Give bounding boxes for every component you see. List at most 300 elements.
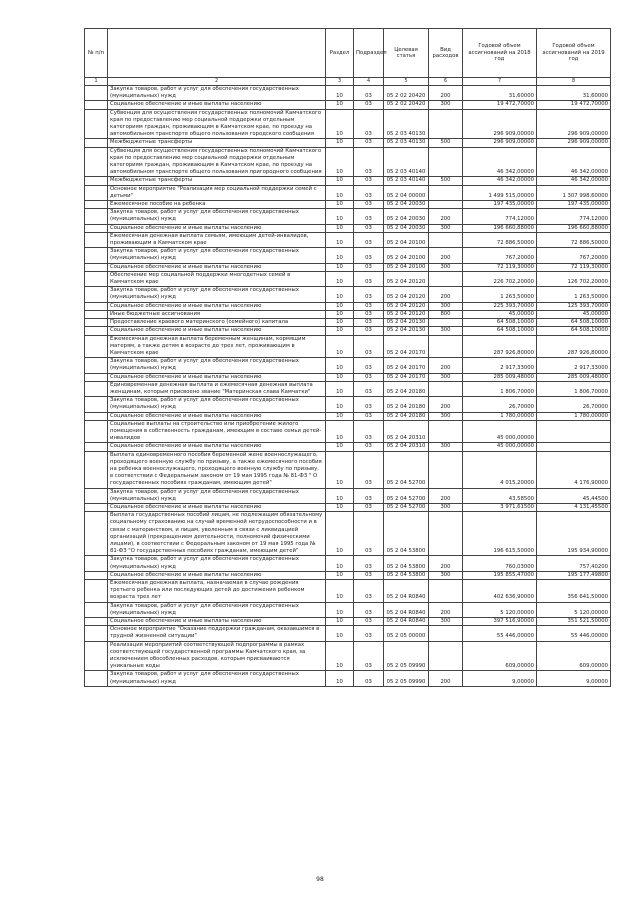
cell-num bbox=[85, 626, 108, 641]
cell-csr: 05 2 04 53800 bbox=[384, 512, 429, 556]
cell-r: 10 bbox=[326, 224, 354, 232]
cell-a: 46 342,00000 bbox=[463, 147, 537, 177]
cell-a: 1 780,00000 bbox=[463, 412, 537, 420]
cell-b: 296 909,00000 bbox=[537, 139, 611, 147]
cell-csr: 05 2 04 20170 bbox=[384, 335, 429, 358]
cell-a: 1 806,70000 bbox=[463, 381, 537, 396]
cell-a: 402 636,90000 bbox=[463, 580, 537, 603]
cell-csr: 05 2 03 40140 bbox=[384, 147, 429, 177]
cell-a: 196 615,50000 bbox=[463, 512, 537, 556]
cell-csr: 05 2 04 R0840 bbox=[384, 618, 429, 626]
cell-b: 197 435,00000 bbox=[537, 201, 611, 209]
cell-p: 03 bbox=[354, 177, 384, 185]
cell-p: 03 bbox=[354, 556, 384, 571]
cell-name: Закупка товаров, работ и услуг для обеспечения государственных (муниципальных) нужд bbox=[108, 671, 326, 686]
cell-r: 10 bbox=[326, 451, 354, 488]
cell-num bbox=[85, 488, 108, 503]
cell-name: Закупка товаров, работ и услуг для обеспечения государственных (муниципальных) нужд bbox=[108, 556, 326, 571]
table-row bbox=[85, 224, 611, 232]
cell-a: 31,60000 bbox=[463, 86, 537, 101]
cell-vr: 300 bbox=[429, 224, 463, 232]
table-row bbox=[85, 86, 611, 101]
cell-vr: 300 bbox=[429, 443, 463, 451]
cell-name: Ежемесячная денежная выплата семьям, имеющим детей-инвалидов, проживающим в Камчатском крае bbox=[108, 232, 326, 247]
table-row bbox=[85, 373, 611, 381]
cell-csr: 05 2 04 20100 bbox=[384, 263, 429, 271]
cell-a: 397 516,90000 bbox=[463, 618, 537, 626]
cell-r: 10 bbox=[326, 185, 354, 200]
cell-name: Социальное обеспечение и иные выплаты населению bbox=[108, 373, 326, 381]
header-razdel: Раздел bbox=[326, 29, 354, 78]
table-header-row bbox=[85, 29, 611, 78]
table-row bbox=[85, 139, 611, 147]
cell-b: 296 909,00000 bbox=[537, 109, 611, 139]
cell-a: 296 909,00000 bbox=[463, 109, 537, 139]
table-row bbox=[85, 397, 611, 412]
table-row bbox=[85, 358, 611, 373]
cell-r: 10 bbox=[326, 109, 354, 139]
cell-vr bbox=[429, 147, 463, 177]
cell-num bbox=[85, 139, 108, 147]
cell-p: 03 bbox=[354, 335, 384, 358]
table-row bbox=[85, 451, 611, 488]
table-row bbox=[85, 556, 611, 571]
cell-p: 03 bbox=[354, 580, 384, 603]
table-row bbox=[85, 248, 611, 263]
cell-p: 03 bbox=[354, 412, 384, 420]
cell-csr: 05 2 05 00000 bbox=[384, 626, 429, 641]
cell-name: Закупка товаров, работ и услуг для обеспечения государственных (муниципальных) нужд bbox=[108, 209, 326, 224]
cell-r: 10 bbox=[326, 209, 354, 224]
cell-vr: 200 bbox=[429, 358, 463, 373]
cell-r: 10 bbox=[326, 310, 354, 318]
cell-p: 03 bbox=[354, 310, 384, 318]
cell-num bbox=[85, 335, 108, 358]
header-podrazdel: Подраздел bbox=[354, 29, 384, 78]
cell-num bbox=[85, 201, 108, 209]
cell-csr: 05 2 04 00000 bbox=[384, 185, 429, 200]
cell-b: 351 521,50000 bbox=[537, 618, 611, 626]
cell-name: Реализация мероприятий соответствующей подпрограммы в рамках соответствующей государственной программы Камчатского края, за исключением обособленных расходов, которым присваиваются уникальные коды bbox=[108, 641, 326, 671]
table-row bbox=[85, 310, 611, 318]
cell-num bbox=[85, 373, 108, 381]
cell-a: 64 508,10000 bbox=[463, 319, 537, 327]
cell-p: 03 bbox=[354, 209, 384, 224]
cell-name: Социальное обеспечение и иные выплаты населению bbox=[108, 571, 326, 579]
cell-b bbox=[537, 443, 611, 451]
cell-a: 225 393,70000 bbox=[463, 302, 537, 310]
cell-r: 10 bbox=[326, 420, 354, 443]
table-row bbox=[85, 488, 611, 503]
table-row bbox=[85, 302, 611, 310]
cell-a: 760,03000 bbox=[463, 556, 537, 571]
cell-vr: 300 bbox=[429, 412, 463, 420]
cell-name: Основное мероприятие "Оказание поддержки гражданам, оказавшимся в трудной жизненной ситуации" bbox=[108, 626, 326, 641]
cell-csr: 05 2 04 20180 bbox=[384, 397, 429, 412]
cell-p: 03 bbox=[354, 109, 384, 139]
table-row bbox=[85, 263, 611, 271]
cell-name: Закупка товаров, работ и услуг для обеспечения государственных (муниципальных) нужд bbox=[108, 86, 326, 101]
cell-csr: 05 2 04 20170 bbox=[384, 358, 429, 373]
cell-csr: 05 2 04 20100 bbox=[384, 232, 429, 247]
cell-num bbox=[85, 556, 108, 571]
cell-b: 285 009,48000 bbox=[537, 373, 611, 381]
cell-name: Обеспечение мер социальной поддержки многодетных семей в Камчатском крае bbox=[108, 271, 326, 286]
cell-num bbox=[85, 109, 108, 139]
cell-name: Субвенция для осуществления государственных полномочий Камчатского края по предоставлению мер социальной поддержки отдельным категориям граждан, проживающим в Камчатском крае, по проезду на автомобильном транспорте общего пользования пригородного сообщения bbox=[108, 147, 326, 177]
cell-r: 10 bbox=[326, 373, 354, 381]
cell-a: 1 499 515,00000 bbox=[463, 185, 537, 200]
cell-name: Иные бюджетные ассигнования bbox=[108, 310, 326, 318]
cell-num bbox=[85, 671, 108, 686]
cell-csr: 05 2 04 20170 bbox=[384, 373, 429, 381]
cell-name: Социальное обеспечение и иные выплаты населению bbox=[108, 618, 326, 626]
cell-p: 03 bbox=[354, 319, 384, 327]
cell-vr: 200 bbox=[429, 671, 463, 686]
cell-vr bbox=[429, 201, 463, 209]
cell-vr: 200 bbox=[429, 248, 463, 263]
table-row bbox=[85, 185, 611, 200]
cell-b: 46 342,00000 bbox=[537, 147, 611, 177]
cell-a: 26,70000 bbox=[463, 397, 537, 412]
cell-vr: 300 bbox=[429, 101, 463, 109]
table-row bbox=[85, 443, 611, 451]
table-row bbox=[85, 571, 611, 579]
cell-a: 45,00000 bbox=[463, 310, 537, 318]
table-row bbox=[85, 232, 611, 247]
cell-b: 767,20000 bbox=[537, 248, 611, 263]
table-row bbox=[85, 618, 611, 626]
cell-p: 03 bbox=[354, 201, 384, 209]
table-row bbox=[85, 641, 611, 671]
column-number-row bbox=[85, 78, 611, 86]
cell-p: 03 bbox=[354, 503, 384, 511]
cell-vr: 300 bbox=[429, 302, 463, 310]
cell-num bbox=[85, 232, 108, 247]
cell-vr bbox=[429, 580, 463, 603]
cell-name: Закупка товаров, работ и услуг для обеспечения государственных (муниципальных) нужд bbox=[108, 287, 326, 302]
cell-csr: 05 2 04 53800 bbox=[384, 571, 429, 579]
cell-b: 1 263,50000 bbox=[537, 287, 611, 302]
cell-r: 10 bbox=[326, 443, 354, 451]
cell-num bbox=[85, 101, 108, 109]
cell-name: Предоставление краевого материнского (семейного) капитала bbox=[108, 319, 326, 327]
cell-name: Закупка товаров, работ и услуг для обеспечения государственных (муниципальных) нужд bbox=[108, 248, 326, 263]
table-row bbox=[85, 327, 611, 335]
cell-b: 31,60000 bbox=[537, 86, 611, 101]
cell-csr: 05 2 05 09990 bbox=[384, 641, 429, 671]
cell-vr bbox=[429, 335, 463, 358]
cell-r: 10 bbox=[326, 302, 354, 310]
cell-csr: 05 2 04 20120 bbox=[384, 302, 429, 310]
cell-name: Закупка товаров, работ и услуг для обеспечения государственных (муниципальных) нужд bbox=[108, 397, 326, 412]
cell-vr bbox=[429, 271, 463, 286]
cell-a: 55 446,00000 bbox=[463, 626, 537, 641]
cell-csr: 05 2 02 20420 bbox=[384, 101, 429, 109]
cell-r: 10 bbox=[326, 248, 354, 263]
cell-a: 9,00000 bbox=[463, 671, 537, 686]
cell-a: 285 009,48000 bbox=[463, 373, 537, 381]
cell-num bbox=[85, 397, 108, 412]
cell-name: Основное мероприятие "Реализация мер социальной поддержки семей с детьми" bbox=[108, 185, 326, 200]
cell-csr: 05 2 04 20030 bbox=[384, 209, 429, 224]
table-row bbox=[85, 503, 611, 511]
cell-r: 10 bbox=[326, 641, 354, 671]
cell-name: Субвенция для осуществления государственных полномочий Камчатского края по предоставлению мер социальной поддержки отдельным категориям граждан, проживающим в Камчатском крае, по проезду на автомобильном транспорте общего пользования городского сообщения bbox=[108, 109, 326, 139]
cell-b: 125 393,70000 bbox=[537, 302, 611, 310]
cell-b: 4 176,90000 bbox=[537, 451, 611, 488]
cell-a: 72 886,50000 bbox=[463, 232, 537, 247]
cell-a: 774,12000 bbox=[463, 209, 537, 224]
cell-vr: 200 bbox=[429, 556, 463, 571]
cell-b: 72 119,30000 bbox=[537, 263, 611, 271]
cell-b: 774,12000 bbox=[537, 209, 611, 224]
cell-name: Ежемесячная денежная выплата, назначаемая в случае рождения третьего ребенка или последующих детей до достижения ребенком возраста трех лет bbox=[108, 580, 326, 603]
cell-r: 10 bbox=[326, 86, 354, 101]
table-row bbox=[85, 147, 611, 177]
cell-vr: 300 bbox=[429, 503, 463, 511]
cell-csr: 05 2 04 53800 bbox=[384, 556, 429, 571]
cell-num bbox=[85, 177, 108, 185]
cell-num bbox=[85, 412, 108, 420]
col-number: 3 bbox=[326, 78, 354, 86]
cell-p: 03 bbox=[354, 381, 384, 396]
cell-vr: 800 bbox=[429, 310, 463, 318]
table-row bbox=[85, 420, 611, 443]
cell-r: 10 bbox=[326, 512, 354, 556]
cell-name: Социальное обеспечение и иные выплаты населению bbox=[108, 443, 326, 451]
table-row bbox=[85, 201, 611, 209]
cell-num bbox=[85, 271, 108, 286]
cell-a: 19 472,70000 bbox=[463, 101, 537, 109]
table-row bbox=[85, 177, 611, 185]
cell-num bbox=[85, 263, 108, 271]
col-number: 2 bbox=[108, 78, 326, 86]
cell-p: 03 bbox=[354, 443, 384, 451]
cell-vr: 300 bbox=[429, 618, 463, 626]
cell-name: Межбюджетные трансферты bbox=[108, 177, 326, 185]
cell-vr bbox=[429, 451, 463, 488]
cell-csr: 05 2 05 09990 bbox=[384, 671, 429, 686]
cell-num bbox=[85, 248, 108, 263]
cell-num bbox=[85, 451, 108, 488]
cell-r: 10 bbox=[326, 147, 354, 177]
cell-name: Межбюджетные трансферты bbox=[108, 139, 326, 147]
table-row bbox=[85, 602, 611, 617]
cell-p: 03 bbox=[354, 224, 384, 232]
header-vr: Вид расходов bbox=[429, 29, 463, 78]
col-number: 4 bbox=[354, 78, 384, 86]
cell-r: 10 bbox=[326, 671, 354, 686]
cell-num bbox=[85, 302, 108, 310]
cell-num bbox=[85, 310, 108, 318]
table-row bbox=[85, 412, 611, 420]
table-row bbox=[85, 209, 611, 224]
cell-vr: 300 bbox=[429, 263, 463, 271]
cell-p: 03 bbox=[354, 232, 384, 247]
table-row bbox=[85, 271, 611, 286]
cell-csr: 05 2 04 20030 bbox=[384, 201, 429, 209]
cell-p: 03 bbox=[354, 626, 384, 641]
cell-a: 767,20000 bbox=[463, 248, 537, 263]
cell-num bbox=[85, 358, 108, 373]
cell-p: 03 bbox=[354, 602, 384, 617]
cell-r: 10 bbox=[326, 503, 354, 511]
cell-a: 45 000,00000 bbox=[463, 443, 537, 451]
cell-vr: 200 bbox=[429, 397, 463, 412]
cell-vr bbox=[429, 232, 463, 247]
cell-num bbox=[85, 287, 108, 302]
cell-csr: 05 2 04 20120 bbox=[384, 310, 429, 318]
cell-p: 03 bbox=[354, 302, 384, 310]
header-2018: Годовой объем ассигнований на 2018 год bbox=[463, 29, 537, 78]
cell-b: 1 307 998,60000 bbox=[537, 185, 611, 200]
cell-num bbox=[85, 580, 108, 603]
cell-r: 10 bbox=[326, 327, 354, 335]
cell-vr bbox=[429, 420, 463, 443]
cell-r: 10 bbox=[326, 571, 354, 579]
table-row bbox=[85, 101, 611, 109]
cell-csr: 05 2 04 20100 bbox=[384, 248, 429, 263]
cell-p: 03 bbox=[354, 488, 384, 503]
table-row bbox=[85, 626, 611, 641]
cell-r: 10 bbox=[326, 335, 354, 358]
cell-vr bbox=[429, 626, 463, 641]
cell-vr: 300 bbox=[429, 327, 463, 335]
header-csr: Целевая статья bbox=[384, 29, 429, 78]
table-row bbox=[85, 671, 611, 686]
table-row bbox=[85, 512, 611, 556]
budget-table bbox=[84, 28, 611, 687]
header-num: № п/п bbox=[85, 29, 108, 78]
table-body bbox=[85, 86, 611, 687]
cell-r: 10 bbox=[326, 626, 354, 641]
cell-name: Закупка товаров, работ и услуг для обеспечения государственных (муниципальных) нужд bbox=[108, 602, 326, 617]
cell-num bbox=[85, 602, 108, 617]
cell-b: 356 641,50000 bbox=[537, 580, 611, 603]
cell-vr bbox=[429, 381, 463, 396]
cell-p: 03 bbox=[354, 101, 384, 109]
cell-b: 195 177,49800 bbox=[537, 571, 611, 579]
cell-num bbox=[85, 571, 108, 579]
cell-vr bbox=[429, 512, 463, 556]
cell-vr: 500 bbox=[429, 177, 463, 185]
cell-p: 03 bbox=[354, 327, 384, 335]
cell-vr: 300 bbox=[429, 373, 463, 381]
cell-csr: 05 2 04 52700 bbox=[384, 451, 429, 488]
cell-r: 10 bbox=[326, 271, 354, 286]
cell-r: 10 bbox=[326, 139, 354, 147]
cell-r: 10 bbox=[326, 488, 354, 503]
cell-a: 46 342,00000 bbox=[463, 177, 537, 185]
cell-a: 5 120,00000 bbox=[463, 602, 537, 617]
cell-vr bbox=[429, 641, 463, 671]
cell-p: 03 bbox=[354, 420, 384, 443]
cell-r: 10 bbox=[326, 319, 354, 327]
cell-a: 72 119,30000 bbox=[463, 263, 537, 271]
cell-b: 5 120,00000 bbox=[537, 602, 611, 617]
cell-vr bbox=[429, 319, 463, 327]
cell-b: 126 702,20000 bbox=[537, 271, 611, 286]
cell-num bbox=[85, 147, 108, 177]
cell-p: 03 bbox=[354, 185, 384, 200]
cell-num bbox=[85, 618, 108, 626]
cell-p: 03 bbox=[354, 248, 384, 263]
cell-b: 2 917,33000 bbox=[537, 358, 611, 373]
cell-csr: 05 2 04 20310 bbox=[384, 443, 429, 451]
cell-b: 195 934,90000 bbox=[537, 512, 611, 556]
cell-csr: 05 2 03 40130 bbox=[384, 109, 429, 139]
cell-a: 226 702,20000 bbox=[463, 271, 537, 286]
cell-name: Закупка товаров, работ и услуг для обеспечения государственных (муниципальных) нужд bbox=[108, 358, 326, 373]
cell-num bbox=[85, 319, 108, 327]
cell-a: 64 508,10000 bbox=[463, 327, 537, 335]
header-name bbox=[108, 29, 326, 78]
cell-name: Единовременная денежная выплата и ежемесячная денежная выплата женщинам, которым присвоено звание "Материнская слава Камчатки" bbox=[108, 381, 326, 396]
cell-csr: 05 2 03 40130 bbox=[384, 139, 429, 147]
cell-p: 03 bbox=[354, 263, 384, 271]
cell-p: 03 bbox=[354, 287, 384, 302]
cell-name: Выплата государственных пособий лицам, не подлежащим обязательному социальному страхованию на случай временной нетрудоспособности и в связи с материнством, и лицам, уволенным в связи с ликвидацией организаций (прекращением деятельности, полномочий физическими лицами), в соответствии с Федеральным законом от 19 мая 1995 года № 81-ФЗ "О государственных пособиях гражданам, имеющим детей" bbox=[108, 512, 326, 556]
cell-b: 196 660,88000 bbox=[537, 224, 611, 232]
cell-a: 196 660,88000 bbox=[463, 224, 537, 232]
cell-csr: 05 2 04 20130 bbox=[384, 327, 429, 335]
table-row bbox=[85, 319, 611, 327]
cell-num bbox=[85, 503, 108, 511]
cell-p: 03 bbox=[354, 358, 384, 373]
col-number: 7 bbox=[463, 78, 537, 86]
header-2019: Годовой объем ассигнований на 2019 год bbox=[537, 29, 611, 78]
cell-r: 10 bbox=[326, 287, 354, 302]
cell-vr: 200 bbox=[429, 287, 463, 302]
cell-p: 03 bbox=[354, 139, 384, 147]
cell-p: 03 bbox=[354, 147, 384, 177]
cell-name: Социальное обеспечение и иные выплаты населению bbox=[108, 263, 326, 271]
cell-a: 43,58500 bbox=[463, 488, 537, 503]
cell-a: 3 971,61500 bbox=[463, 503, 537, 511]
cell-vr: 200 bbox=[429, 488, 463, 503]
cell-p: 03 bbox=[354, 571, 384, 579]
cell-vr: 300 bbox=[429, 571, 463, 579]
col-number: 5 bbox=[384, 78, 429, 86]
cell-csr: 05 2 04 20120 bbox=[384, 287, 429, 302]
cell-b: 1 780,00000 bbox=[537, 412, 611, 420]
cell-num bbox=[85, 512, 108, 556]
cell-b: 757,40200 bbox=[537, 556, 611, 571]
cell-a: 2 917,33000 bbox=[463, 358, 537, 373]
cell-csr: 05 2 04 R0840 bbox=[384, 580, 429, 603]
cell-r: 10 bbox=[326, 263, 354, 271]
cell-p: 03 bbox=[354, 271, 384, 286]
cell-a: 197 435,00000 bbox=[463, 201, 537, 209]
cell-p: 03 bbox=[354, 373, 384, 381]
cell-r: 10 bbox=[326, 177, 354, 185]
cell-csr: 05 2 04 20310 bbox=[384, 420, 429, 443]
cell-r: 10 bbox=[326, 412, 354, 420]
cell-p: 03 bbox=[354, 86, 384, 101]
table-row bbox=[85, 109, 611, 139]
cell-r: 10 bbox=[326, 397, 354, 412]
cell-name: Социальные выплаты на строительство или приобретение жилого помещения в собственность гражданам, имеющим в составе семьи детей-инвалидов bbox=[108, 420, 326, 443]
cell-b: 46 342,00000 bbox=[537, 177, 611, 185]
cell-vr bbox=[429, 185, 463, 200]
cell-b: 45,00000 bbox=[537, 310, 611, 318]
cell-num bbox=[85, 443, 108, 451]
col-number: 1 bbox=[85, 78, 108, 86]
table-row bbox=[85, 580, 611, 603]
cell-b: 1 806,70000 bbox=[537, 381, 611, 396]
cell-b: 287 926,80000 bbox=[537, 335, 611, 358]
